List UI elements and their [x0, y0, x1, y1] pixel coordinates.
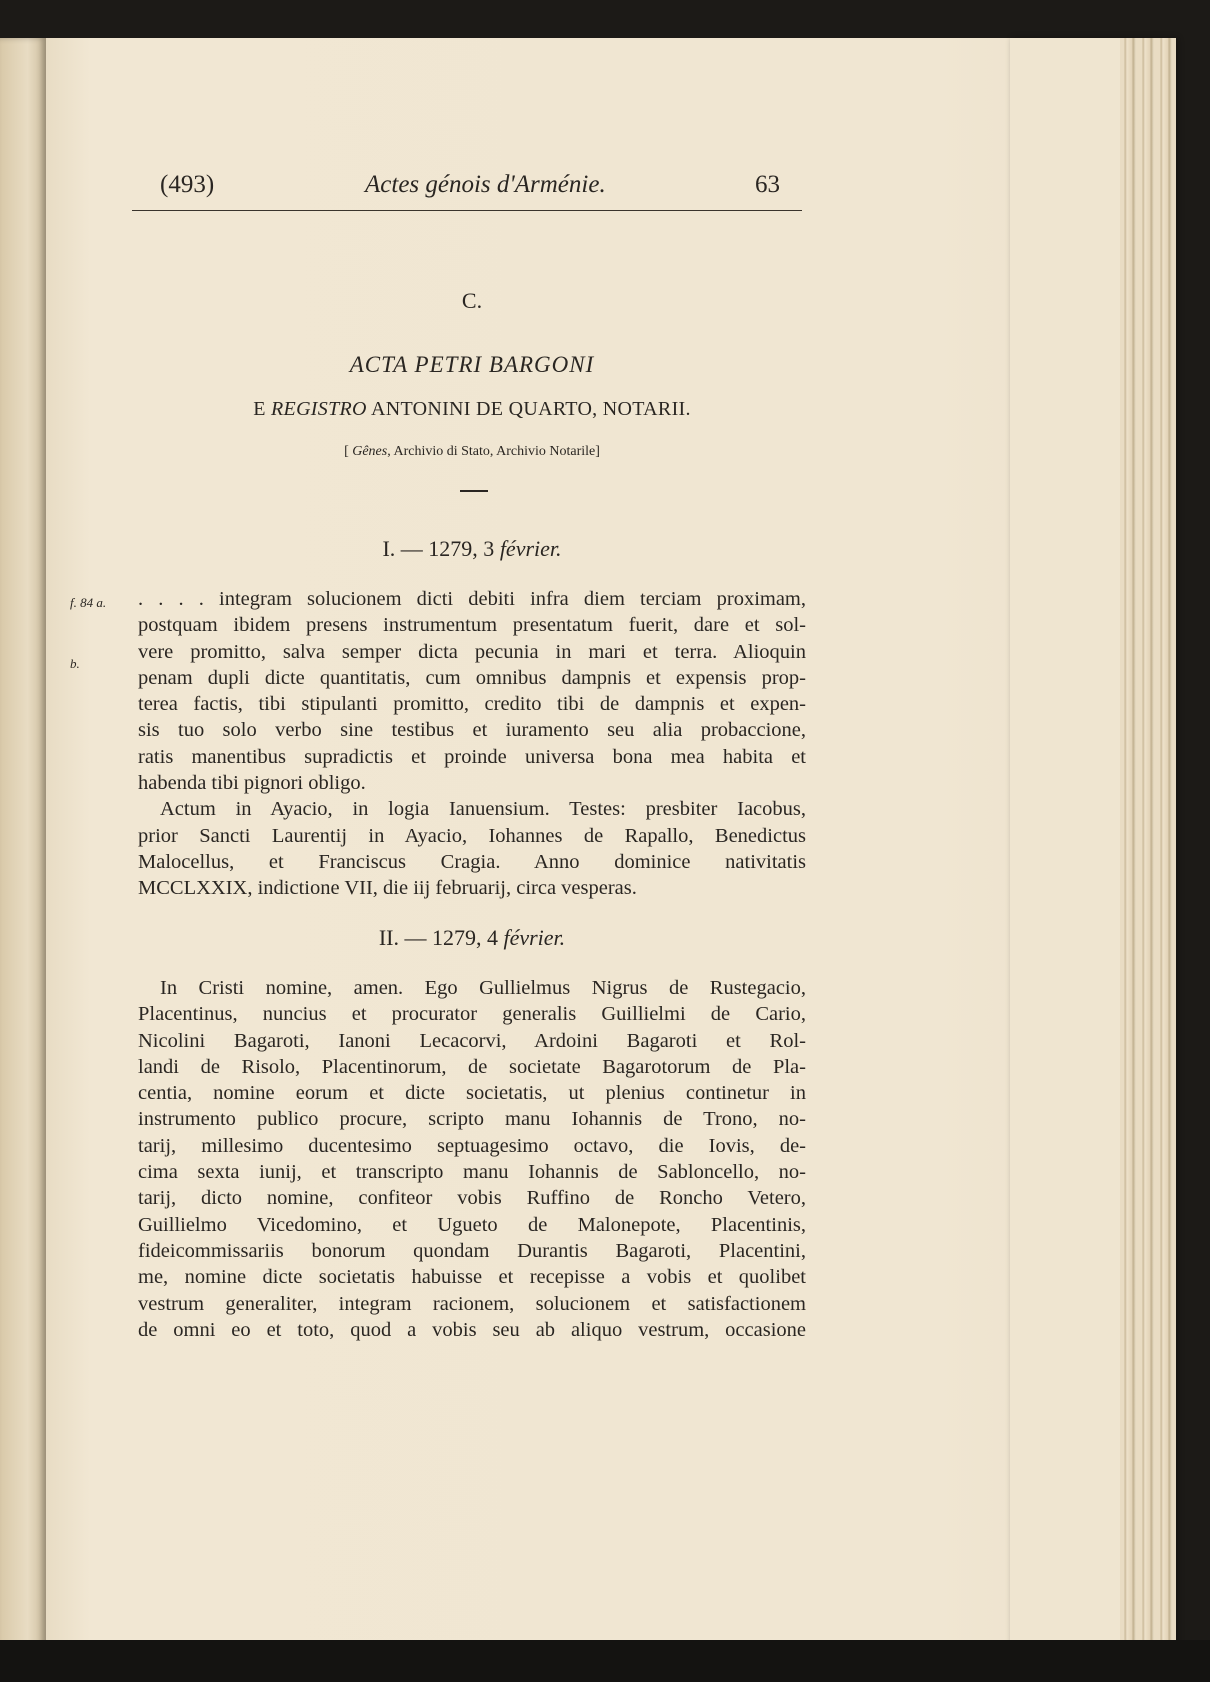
- text-line: Placentinus, nuncius et procurator generalis Guillielmi de Cario,: [138, 1003, 806, 1026]
- text-line: prior Sancti Laurentij in Ayacio, Iohannes de Rapallo, Benedictus: [138, 824, 806, 847]
- text-line: . . . . integram solucionem dicti debiti infra diem terciam proximam,: [138, 588, 806, 610]
- page-fore-edge: [1010, 38, 1176, 1682]
- page-number: 63: [755, 171, 780, 198]
- section-subtitle: [132, 398, 812, 421]
- doc2-heading-month: février.: [503, 925, 566, 950]
- text-line: penam dupli dicte quantitatis, cum omnibus dampnis et expensis prop-: [138, 666, 806, 689]
- subtitle-rest: ANTONINI DE QUARTO, NOTARII.: [366, 398, 691, 420]
- text-line: MCCLXXIX, indictione VII, die iij februarij, circa vesperas.: [138, 877, 637, 900]
- scan-background: [0, 1640, 1210, 1682]
- source-city: Gênes: [352, 444, 388, 459]
- text-line: sis tuo solo verbo sine testibus et iuramento seu alia probaccione,: [138, 719, 806, 742]
- text-line: Actum in Ayacio, in logia Ianuensium. Testes: presbiter Iacobus,: [160, 798, 806, 821]
- running-title: Actes génois d'Arménie.: [365, 171, 606, 198]
- text-line: In Cristi nomine, amen. Ego Gullielmus Nigrus de Rustegacio,: [160, 977, 806, 999]
- document-2-text: [138, 975, 806, 1343]
- document-heading-1: [132, 536, 812, 562]
- text-line: vestrum generaliter, integram racionem, solucionem et satisfactionem: [138, 1292, 806, 1315]
- doc1-heading-month: février.: [499, 536, 562, 561]
- text-line: vere promitto, salva semper dicta pecunia in mari et terra. Alioquin: [138, 640, 806, 663]
- doc1-heading-number: I. — 1279, 3: [382, 536, 500, 561]
- text-line: instrumento publico procure, scripto manu Iohannis de Trono, no-: [138, 1108, 806, 1131]
- text-line: Nicolini Bagaroti, Ianoni Lecacorvi, Ardoini Bagaroti et Rol-: [138, 1029, 806, 1052]
- section-title: ACTA PETRI BARGONI: [349, 352, 595, 377]
- text-line: terea factis, tibi stipulanti promitto, credito tibi de dampnis et expen-: [138, 693, 806, 716]
- text-line: Guillielmo Vicedomino, et Ugueto de Malonepote, Placentinis,: [138, 1213, 806, 1236]
- text-line: fideicommissariis bonorum quondam Durantis Bagaroti, Placentini,: [138, 1239, 806, 1262]
- text-line: tarij, millesimo ducentesimo septuagesimo octavo, die Iovis, de-: [138, 1134, 806, 1157]
- text-line: tarij, dicto nomine, confiteor vobis Ruffino de Roncho Vetero,: [138, 1187, 806, 1210]
- subtitle-prefix: E: [253, 398, 272, 420]
- previous-page-edge: [0, 38, 46, 1678]
- doc2-heading-number: II. — 1279, 4: [378, 925, 504, 950]
- text-line: postquam ibidem presens instrumentum presentatum fuerit, dare et sol-: [138, 614, 806, 637]
- text-line: landi de Risolo, Placentinorum, de societate Bagarotorum de Pla-: [138, 1055, 806, 1078]
- section-divider: [460, 490, 488, 492]
- source-rest: , Archivio di Stato, Archivio Notarile]: [387, 444, 600, 459]
- text-line: habenda tibi pignori obligo.: [138, 772, 366, 795]
- folio-margin-note-b: b.: [70, 656, 80, 671]
- document-1-text: [138, 586, 806, 902]
- source-open: [: [344, 444, 353, 459]
- subtitle-italic: REGISTRO: [271, 398, 367, 420]
- header-rule: [132, 210, 802, 211]
- text-line: centia, nomine eorum et dicte societatis, ut plenius continetur in: [138, 1082, 806, 1105]
- section-letter: C.: [461, 288, 483, 313]
- document-heading-2: [132, 925, 812, 951]
- text-line: cima sexta iunij, et transcripto manu Iohannis de Sabloncello, no-: [138, 1161, 806, 1184]
- text-line: Malocellus, et Franciscus Cragia. Anno dominice nativitatis: [138, 850, 806, 873]
- archive-source: [132, 444, 812, 460]
- text-line: de omni eo et toto, quod a vobis seu ab aliquo vestrum, occasione: [138, 1318, 806, 1341]
- text-line: me, nomine dicte societatis habuisse et recepisse a vobis et quolibet: [138, 1266, 806, 1289]
- folio-margin-note: f. 84 a.: [70, 595, 107, 610]
- page-number-bracketed: (493): [160, 171, 215, 198]
- text-line: ratis manentibus supradictis et proinde universa bona mea habita et: [138, 745, 806, 768]
